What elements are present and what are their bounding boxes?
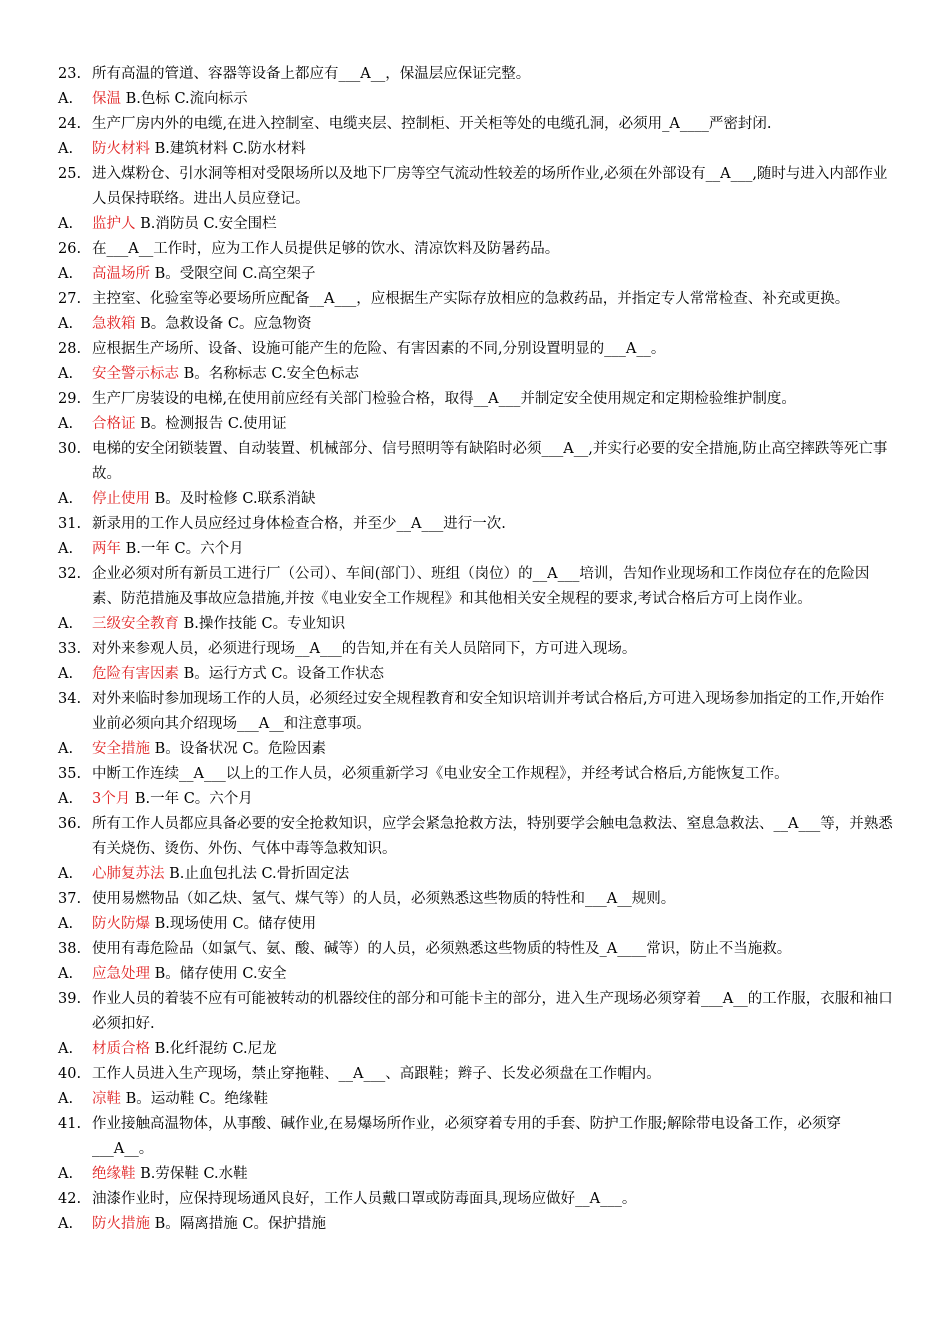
option-letter: A. [58,866,74,882]
correct-answer: 停止使用 [92,491,150,507]
question-row [58,62,898,87]
option-letter: A. [58,741,74,757]
option-letter: A. [58,141,74,157]
other-options: B.操作技能 C。专业知识 [179,616,346,632]
question-number: 26. [58,241,82,257]
answer-options [92,312,898,337]
question-text: 生产厂房内外的电缆,在进入控制室、电缆夹层、控制柜、开关柜等处的电缆孔洞，必须用_A____严密封闭. [92,116,772,132]
question-text: 作业人员的着装不应有可能被转动的机器绞住的部分和可能卡主的部分，进入生产现场必须穿着___A__的工作服，衣服和袖口必须扣好. [92,991,893,1032]
answer-options [92,1162,898,1187]
question-row [58,387,898,412]
answer-options [92,737,898,762]
question-text: 作业接触高温物体，从事酸、碱作业,在易爆场所作业，必须穿着专用的手套、防护工作服;解除带电设备工作，必须穿___A__。 [92,1116,841,1157]
question-row [58,812,898,862]
option-letter: A. [58,1216,74,1232]
question-number: 36. [58,816,82,832]
option-letter: A. [58,791,74,807]
question-row [58,512,898,537]
question-number: 33. [58,641,82,657]
option-letter: A. [58,966,74,982]
question-row [58,437,898,487]
answer-row [58,487,898,512]
answer-row [58,787,898,812]
answer-options [92,537,898,562]
correct-answer: 合格证 [92,416,136,432]
question-number: 32. [58,566,82,582]
answer-row [58,912,898,937]
question-row [58,937,898,962]
question-number: 30. [58,441,82,457]
question-row [58,287,898,312]
answer-options [92,1087,898,1112]
answer-options [92,1212,898,1237]
other-options: B.现场使用 C。储存使用 [150,916,317,932]
answer-row [58,1037,898,1062]
option-letter: A. [58,316,74,332]
answer-row [58,212,898,237]
correct-answer: 材质合格 [92,1041,150,1057]
question-number: 24. [58,116,82,132]
answer-options [92,1037,898,1062]
question-row [58,112,898,137]
question-number: 41. [58,1116,82,1132]
question-number: 40. [58,1066,82,1082]
question-row [58,1187,898,1212]
question-number: 35. [58,766,82,782]
answer-options [92,412,898,437]
question-row [58,1062,898,1087]
answer-row [58,262,898,287]
option-letter: A. [58,541,74,557]
question-text: 生产厂房装设的电梯,在使用前应经有关部门检验合格，取得__A___并制定安全使用规定和定期检验维护制度。 [92,391,796,407]
correct-answer: 安全警示标志 [92,366,179,382]
answer-row [58,137,898,162]
option-letter: A. [58,1041,74,1057]
question-text: 油漆作业时，应保持现场通风良好，工作人员戴口罩或防毒面具,现场应做好__A___。 [92,1191,637,1207]
question-number: 39. [58,991,82,1007]
correct-answer: 安全措施 [92,741,150,757]
correct-answer: 防火材料 [92,141,150,157]
question-text: 所有高温的管道、容器等设备上都应有___A__，保温层应保证完整。 [92,66,531,82]
answer-options [92,487,898,512]
question-number: 29. [58,391,82,407]
answer-options [92,662,898,687]
option-letter: A. [58,916,74,932]
question-number: 31. [58,516,82,532]
question-row [58,637,898,662]
option-letter: A. [58,666,74,682]
answer-options [92,962,898,987]
question-number: 42. [58,1191,82,1207]
correct-answer: 心肺复苏法 [92,866,165,882]
other-options: B.化纤混纺 C.尼龙 [150,1041,277,1057]
answer-options [92,912,898,937]
question-text: 在___A__工作时，应为工作人员提供足够的饮水、清凉饮料及防暑药品。 [92,241,560,257]
other-options: B.色标 C.流向标示 [121,91,248,107]
answer-row [58,1212,898,1237]
option-letter: A. [58,266,74,282]
question-row [58,237,898,262]
other-options: B。及时检修 C.联系消缺 [150,491,316,507]
answer-row [58,412,898,437]
answer-options [92,362,898,387]
answer-row [58,87,898,112]
other-options: B。储存使用 C.安全 [150,966,287,982]
question-text: 使用有毒危险品（如氯气、氨、酸、碱等）的人员，必须熟悉这些物质的特性及_A____常识，防止不当施救。 [92,941,792,957]
other-options: B。受限空间 C.高空架子 [150,266,316,282]
correct-answer: 防火措施 [92,1216,150,1232]
question-text: 使用易燃物品（如乙炔、氢气、煤气等）的人员，必须熟悉这些物质的特性和___A__规则。 [92,891,676,907]
question-number: 34. [58,691,82,707]
question-text: 企业必须对所有新员工进行厂（公司）、车间(部门）、班组（岗位）的__A___培训，告知作业现场和工作岗位存在的危险因素、防范措施及事故应急措施,并按《电业安全工作规程》和其他相关安全规程的要求,考试合格后方可上岗作业。 [92,566,870,607]
question-number: 23. [58,66,82,82]
question-text: 工作人员进入生产现场，禁止穿拖鞋、__A___、高跟鞋；辫子、长发必须盘在工作帽内。 [92,1066,661,1082]
other-options: B.消防员 C.安全围栏 [135,216,277,232]
question-row [58,337,898,362]
question-text: 新录用的工作人员应经过身体检查合格，并至少__A___进行一次. [92,516,506,532]
option-letter: A. [58,1091,74,1107]
question-number: 37. [58,891,82,907]
question-row [58,687,898,737]
correct-answer: 急救箱 [92,316,136,332]
question-number: 28. [58,341,82,357]
answer-row [58,612,898,637]
correct-answer: 监护人 [92,216,136,232]
question-number: 27. [58,291,82,307]
other-options: B。隔离措施 C。保护措施 [150,1216,326,1232]
correct-answer: 两年 [92,541,121,557]
question-text: 对外来参观人员，必须进行现场__A___的告知,并在有关人员陪同下，方可进入现场。 [92,641,637,657]
answer-row [58,662,898,687]
question-text: 所有工作人员都应具备必要的安全抢救知识，应学会紧急抢救方法，特别要学会触电急救法、窒息急救法、__A___等，并熟悉有关烧伤、烫伤、外伤、气体中毒等急救知识。 [92,816,893,857]
answer-row [58,737,898,762]
other-options: B.止血包扎法 C.骨折固定法 [164,866,350,882]
question-list [58,62,898,1237]
answer-options [92,87,898,112]
option-letter: A. [58,216,74,232]
answer-options [92,262,898,287]
other-options: B。设备状况 C。危险因素 [150,741,326,757]
answer-row [58,862,898,887]
option-letter: A. [58,616,74,632]
option-letter: A. [58,491,74,507]
other-options: B。名称标志 C.安全色标志 [179,366,360,382]
option-letter: A. [58,1166,74,1182]
answer-options [92,612,898,637]
question-text: 对外来临时参加现场工作的人员，必须经过安全规程教育和安全知识培训并考试合格后,方可进入现场参加指定的工作,开始作业前必须向其介绍现场___A__和注意事项。 [92,691,885,732]
correct-answer: 防火防爆 [92,916,150,932]
correct-answer: 保温 [92,91,121,107]
option-letter: A. [58,91,74,107]
other-options: B。运行方式 C。设备工作状态 [179,666,384,682]
answer-row [58,1087,898,1112]
answer-row [58,312,898,337]
answer-options [92,787,898,812]
correct-answer: 3个月 [92,791,131,807]
question-text: 电梯的安全闭锁装置、自动装置、机械部分、信号照明等有缺陷时必须___A__,并实行必要的安全措施,防止高空摔跌等死亡事故。 [92,441,888,482]
option-letter: A. [58,366,74,382]
correct-answer: 凉鞋 [92,1091,121,1107]
question-row [58,1112,898,1162]
question-row [58,562,898,612]
question-row [58,987,898,1037]
other-options: B。急救设备 C。应急物资 [135,316,312,332]
question-text: 应根据生产场所、设备、设施可能产生的危险、有害因素的不同,分别设置明显的___A__。 [92,341,666,357]
other-options: B.一年 C。六个月 [130,791,253,807]
question-text: 中断工作连续__A___以上的工作人员，必须重新学习《电业安全工作规程》，并经考试合格后,方能恢复工作。 [92,766,789,782]
correct-answer: 危险有害因素 [92,666,179,682]
question-row [58,887,898,912]
answer-options [92,862,898,887]
question-number: 38. [58,941,82,957]
answer-options [92,212,898,237]
question-text: 主控室、化验室等必要场所应配备__A___，应根据生产实际存放相应的急救药品，并指定专人常常检查、补充或更换。 [92,291,850,307]
correct-answer: 三级安全教育 [92,616,179,632]
question-row [58,162,898,212]
answer-options [92,137,898,162]
other-options: B.一年 C。六个月 [121,541,244,557]
option-letter: A. [58,416,74,432]
answer-row [58,1162,898,1187]
question-row [58,762,898,787]
answer-row [58,537,898,562]
other-options: B.劳保鞋 C.水鞋 [135,1166,248,1182]
other-options: B.建筑材料 C.防水材料 [150,141,306,157]
other-options: B。检测报告 C.使用证 [135,416,287,432]
correct-answer: 高温场所 [92,266,150,282]
answer-row [58,362,898,387]
question-number: 25. [58,166,82,182]
question-text: 进入煤粉仓、引水洞等相对受限场所以及地下厂房等空气流动性较差的场所作业,必须在外部设有__A___,随时与进入内部作业人员保持联络。进出人员应登记。 [92,166,888,207]
correct-answer: 应急处理 [92,966,150,982]
correct-answer: 绝缘鞋 [92,1166,136,1182]
answer-row [58,962,898,987]
other-options: B。运动鞋 C。绝缘鞋 [121,1091,268,1107]
